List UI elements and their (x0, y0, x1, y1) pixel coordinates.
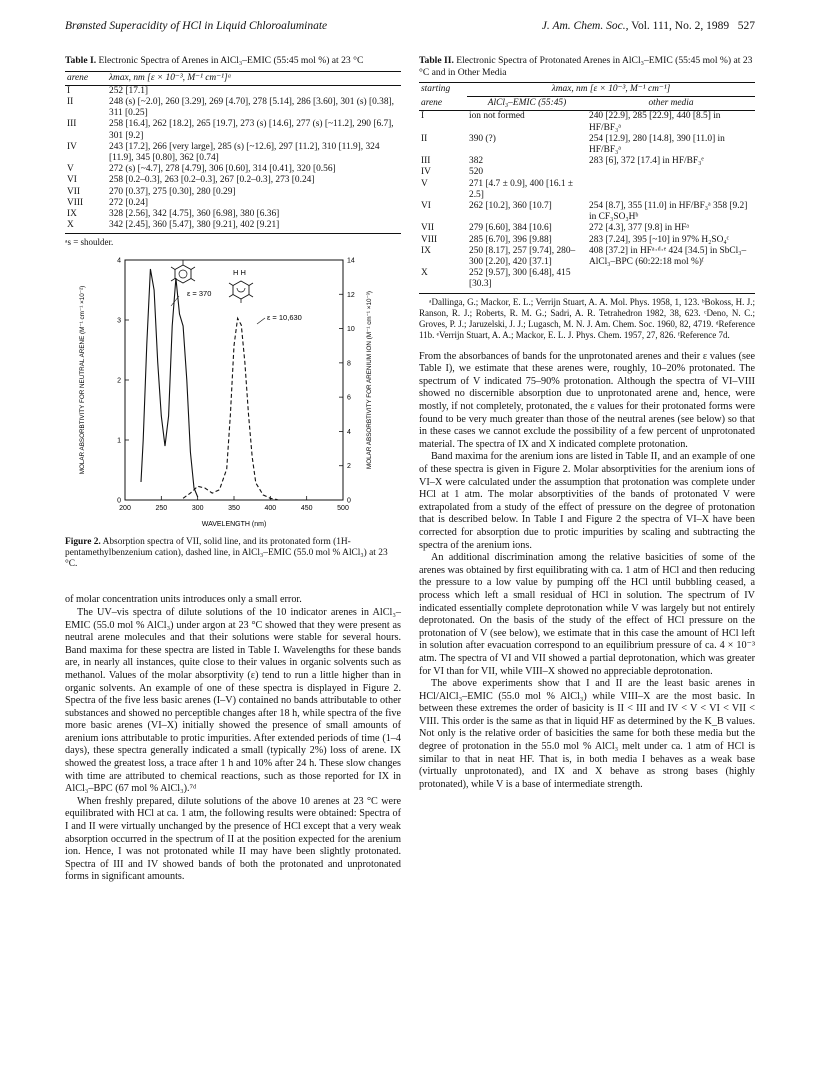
table2-row (419, 134, 755, 156)
table2-cell-arene: III (421, 156, 431, 167)
table2-cell-emic: 262 [10.2], 360 [10.7] (469, 201, 552, 212)
table1 (65, 71, 401, 235)
table2-cell-emic: 285 [6.70], 396 [9.88] (469, 234, 552, 245)
table2-label: Table II. (419, 55, 454, 66)
y-right-tick-label: 12 (347, 292, 355, 300)
plot-frame (125, 260, 343, 500)
table2-cell-arene: VIII (421, 234, 438, 245)
table2-cell-arene: X (419, 268, 467, 293)
table2-col-lambda: λmax, nm [ε × 10⁻³, M⁻¹ cm⁻¹] (467, 83, 755, 97)
table1-cell-arene: VII (67, 186, 81, 197)
table1-cell-values: 258 [0.2–0.3], 263 [0.2–0.3], 267 [0.2–0.3], 273 [0.24] (109, 175, 315, 186)
table2-caption (419, 55, 755, 78)
series-group (141, 269, 278, 500)
table1-cell-values: 342 [2.45], 360 [5.47], 380 [9.21], 402 [9.21] (107, 220, 401, 234)
right-paragraph-3: An additional discrimination among the relative basicities of some of the arenes was obtained by first equilibrating with ca. 1 atm of HCl and then reducing the pressure to a low value by pumping off the HCl until bubbling ceased, a process which left a small residual of HCl in solution. The spectrum of IV indicated essentially complete deprotonation while V was largely but not entirely deprotonated. On the basis of the study of the effect of HCl pressure on the protonation of V (see below), we estimate that in this case the amount of HCl left in solution after evacuation correspond to an equilibrium pressure of ca. 4 × 10⁻³ atm. The spectra of VI and VII showed a partial deprotonation, which was greater for VI than for VII, while VIII–X showed no appreciable deprotonation. (419, 552, 755, 677)
table2-cell-emic: 271 [4.7 ± 0.9], 400 [16.1 ± 2.5] (469, 178, 574, 200)
y-right-tick-label: 2 (347, 463, 351, 471)
figure2-caption-text: Absorption spectra of VII, solid line, and its protonated form (1H-pentamethylbenzenium cation), dashed line, in AlCl₃–EMIC (55.0 mol % AlCl₃) at 23 °C. (65, 536, 388, 570)
table2-cell-other: 272 [4.3], 377 [9.8] in HFᵃ (589, 223, 689, 234)
y-right-tick-label: 0 (347, 497, 351, 505)
page-number: 527 (737, 20, 755, 32)
table1-row (65, 209, 401, 220)
molecule-icon-neutral (171, 260, 195, 283)
y-right-axis-label: MOLAR ABSORBTIVITY FOR ARENIUM ION (M⁻¹ cm⁻¹ ×10⁻³) (366, 291, 373, 470)
table1-row (65, 175, 401, 186)
table1-cell-values: 248 (s) [~2.0], 260 [3.29], 269 [4.70], 278 [5.14], 286 [3.60], 301 (s) [0.38], 311 [0.25] (109, 96, 394, 119)
table2-cell-other (587, 167, 755, 178)
table2-row (419, 235, 755, 246)
x-axis-label: WAVELENGTH (nm) (201, 521, 267, 529)
table1-cell-values: 258 [16.4], 262 [18.2], 265 [19.7], 273 (s) [14.6], 277 (s) [~11.2], 290 [6.7], 301 [9.2] (109, 119, 394, 141)
table2-cell-emic: 279 [6.60], 384 [10.6] (469, 223, 552, 234)
table2-cell-arene: IV (421, 167, 431, 178)
journal-name: J. Am. Chem. Soc., (541, 20, 629, 32)
left-body-text (65, 594, 401, 884)
y-right-tick-label: 10 (347, 326, 355, 334)
table2-row (419, 156, 755, 167)
x-tick-label: 400 (264, 505, 277, 513)
table1-cell-arene: II (67, 96, 74, 107)
y-left-tick-label: 0 (117, 497, 121, 505)
table2-cell-other: 283 [6], 372 [17.4] in HF/BF₃ᵉ (589, 156, 704, 167)
table2-cell-arene: II (421, 133, 428, 144)
table2-col-emic: AlCl₃–EMIC (55:45) (467, 97, 587, 111)
table2-row (419, 246, 755, 268)
table2-cell-arene: IX (421, 245, 431, 256)
right-paragraph-2: Band maxima for the arenium ions are listed in Table II, and an example of one of these spectra is given in Figure 2. Molar absorptivities for the arenium ions of VI–X were calculated under the assumption that protonation was complete under HCl at 1 atm. The molar absorptivities of the bands of protonated V were extrapolated from a study of the effect of pressure on the degree of protonation that is described below. In Table I and Figure 2 the spectra of VI–X have been corrected for absorption due to protic impurities by scaling and subtracting the spectra of the arenium ions. (419, 451, 755, 551)
table2-cell-arene: VI (421, 201, 431, 212)
table2-cell-emic: 252 [9.57], 300 [6.48], 415 [30.3] (467, 268, 587, 293)
table2-body (419, 111, 755, 293)
table1-cell-arene: I (67, 85, 71, 96)
table2-caption-text: Electronic Spectra of Protonated Arenes in AlCl₃–EMIC (55:45 mol %) at 23 °C and in Other Media (419, 55, 753, 78)
table1-row (65, 85, 401, 97)
table1-row (65, 220, 401, 234)
table2-row (419, 111, 755, 134)
y-right-tick-label: 6 (347, 394, 351, 402)
table1-row (65, 142, 401, 164)
y-left-ticks (117, 258, 129, 505)
volume-info: Vol. 111, No. 2, 1989 (631, 20, 730, 32)
series-line-arenium (183, 319, 278, 500)
table1-col-lambda: λmax, nm [ε × 10⁻³, M⁻¹ cm⁻¹]ᵃ (107, 71, 401, 85)
y-left-tick-label: 2 (117, 377, 121, 385)
table1-footnote: ᵃs = shoulder. (65, 237, 114, 248)
table1-row (65, 119, 401, 141)
table1-label: Table I. (65, 55, 97, 66)
table2-row (419, 167, 755, 178)
y-left-tick-label: 4 (117, 257, 121, 265)
table1-cell-arene: VI (67, 175, 77, 186)
y-left-axis-label: MOLAR ABSORBTIVITY FOR NEUTRAL ARENE (M⁻¹ cm⁻¹ ×10⁻²) (79, 286, 86, 475)
table2-cell-emic: 390 (?) (469, 133, 496, 144)
table2-cell-other: 283 [7.24], 395 [~10] in 97% H₂SO₄ᶜ (589, 234, 730, 245)
running-title: Brønsted Superacidity of HCl in Liquid Chloroaluminate (65, 20, 328, 32)
right-paragraph-1: From the absorbances of bands for the unprotonated arenes and their ε values (see Table I), we estimate that these arenes were, roughly, 10–20% protonated. The spectrum of V indicated 75–90% protonation. Although the spectra of VI–VIII showed no discernible absorption due to unprotonated arene and, hence, were mostly, if not completely, protonated, the ε values for their protonated forms were found to be very much greater than those of the neutral arenes (see below) so that in these cases we cannot exclude the possibility of a few percent of unprotonated material. The spectra of IX and X indicated complete protonation. (419, 350, 755, 450)
x-tick-label: 250 (155, 505, 168, 513)
table1-cell-arene: X (65, 220, 107, 234)
x-tick-label: 200 (119, 505, 131, 513)
table1-caption-text: Electronic Spectra of Arenes in AlCl₃–EMIC (55:45 mol %) at 23 °C (98, 55, 364, 66)
table2-col-starting: starting (419, 83, 467, 97)
figure2 (65, 254, 401, 584)
x-tick-label: 300 (191, 505, 204, 513)
table1-caption (65, 55, 401, 67)
table2-cell-emic: ion not formed (469, 111, 525, 122)
table1-cell-values: 272 [0.24] (109, 197, 149, 208)
x-tick-label: 500 (337, 505, 349, 513)
running-header (65, 20, 755, 38)
table1-cell-arene: IX (67, 208, 77, 219)
x-axis-ticks (119, 496, 349, 512)
table2-col-other: other media (587, 97, 755, 111)
table2-cell-arene: I (421, 111, 425, 122)
table1-row (65, 187, 401, 198)
table1-cell-arene: VIII (67, 197, 84, 208)
figure2-chart (65, 254, 401, 530)
table2-cell-other: 254 [12.9], 280 [14.8], 390 [11.0] in HF/BF₃ᵃ (589, 133, 725, 156)
x-tick-label: 350 (228, 505, 240, 513)
table1-cell-arene: IV (67, 141, 77, 152)
table2-col-arene: arene (419, 97, 467, 111)
left-column (65, 55, 401, 884)
left-paragraph-1: of molar concentration units introduces only a small error. (65, 594, 302, 606)
y-right-tick-label: 4 (347, 429, 351, 437)
molecule-icon-protonated (229, 281, 253, 303)
table1-cell-arene: V (67, 164, 74, 175)
left-paragraph-2: The UV–vis spectra of dilute solutions of the 10 indicator arenes in AlCl₃–EMIC (55.0 mol % AlCl₃) under argon at 23 °C showed that they were present as neutral arene molecules and that their solutions were stable for several hours. Band maxima for these spectra are listed in Table I. Wavelengths for these bands are, in nearly all instances, quite close to their values in organic solvents such as methanol. Values of the molar absorptivity (ε) tend to run a little higher than in organic solvents. An example of one of these spectra is displayed in Figure 2. Spectra of the five less basic arenes (I–V) contained no bands attributable to other substances and showed no perceptible changes after 18 h, while spectra of the five more basic arenes (VI–X) initially showed the presence of small amounts of arenium ions attributable to protic impurities. After extended periods of time (1–4 days), these spectra generally indicated a small (typically 2%) loss of arene. IX showed the greatest loss, a trace after 1 h and 10% after 24 h. These slow changes with time are attributed to chemical reactions, such as those reported for IX in AlCl₃–BPC (67 mol % AlCl₃).⁷ᵈ (65, 606, 401, 795)
table1-row (65, 97, 401, 119)
table1-cell-arene: III (67, 119, 77, 130)
right-column (419, 55, 755, 791)
annot-eps-arenium: ε = 10,630 (267, 313, 302, 323)
y-right-tick-label: 14 (347, 257, 355, 265)
table2-cell-arene: V (421, 178, 428, 189)
annot-hh: H H (233, 268, 246, 278)
table2-cell-emic: 382 (469, 156, 484, 167)
figure2-label: Figure 2. (65, 536, 101, 547)
table2-row (419, 223, 755, 234)
table2-cell-other: 408 [37.2] in HFᵃ·ᵈ·ᵉ 424 [34.5] in SbCl₃–AlCl₃–BPC (60:22:18 mol %)ᶠ (589, 245, 747, 268)
table2-cell-other: 240 [22.9], 285 [22.9], 440 [8.5] in HF/BF₃ᵃ (589, 111, 721, 133)
table2-cell-other (587, 179, 755, 201)
table1-cell-values: 272 (s) [~4.7], 278 [4.79], 306 [0.60], 314 [0.41], 320 [0.56] (109, 164, 336, 175)
table1-cell-values: 270 [0.37], 275 [0.30], 280 [0.29] (109, 186, 236, 197)
table2-cell-other: 254 [8.7], 355 [11.0] in HF/BF₃ᵃ 358 [9.2] in CF₃SO₃Hᵇ (589, 201, 748, 223)
table2-cell-emic: 250 [8.17], 257 [9.74], 280–300 [2.20], 420 [37.1] (469, 245, 576, 268)
table1-cell-values: 252 [17.1] (109, 85, 149, 96)
y-left-tick-label: 3 (117, 317, 121, 325)
table1-body (65, 85, 401, 234)
y-right-ticks (339, 258, 355, 505)
table2 (419, 82, 755, 294)
right-body-text (419, 351, 755, 792)
table2-row (419, 201, 755, 223)
y-right-tick-label: 8 (347, 360, 351, 368)
right-paragraph-4: The above experiments show that I and II are the least basic arenes in HCl/AlCl₃–EMIC (55.0 mol % AlCl₃) while VIII–X are the most basic. In between these extremes the order of basicity is II < III and IV < V < VI < VII < VIII. This order is the same as that in liquid HF as determined by the K_B values. Not only is the relative order of basicities the same for both these media but the degree of protonation in the 55.0 mol % AlCl₃ melt under ca. 1 atm of HCl is similar to that in neat HF. That is, in both media I behaves as a weak base (virtually unprotonated), and IX and X behave as strong bases (highly protonated), while V is a base of intermediate strength. (419, 678, 755, 790)
table1-row (65, 198, 401, 209)
table1-cell-values: 243 [17.2], 266 [very large], 285 (s) [~12.6], 297 [11.2], 310 [11.9], 324 [11.9], 345 [0.80], 362 [0.74] (109, 141, 380, 163)
table2-row (419, 179, 755, 201)
table1-cell-values: 328 [2.56], 342 [4.75], 360 [6.98], 380 [6.36] (109, 208, 280, 219)
journal-citation (542, 20, 755, 32)
table2-cell-emic: 520 (469, 167, 484, 178)
annot-eps-neutral: ε = 370 (187, 289, 212, 299)
figure2-caption (65, 537, 401, 571)
table2-cell-arene: VII (421, 223, 435, 234)
table2-footnotes: ᵃDallinga, G.; Mackor, E. L.; Verrijn Stuart, A. A. Mol. Phys. 1958, 1, 123. ᵇBokoss, H. J.; Ranson, R. J.; Roberts, R. M. G.; Sadri, A. R. Tetrahedron 1982, 38, 623. ᶜDeno, N. C.; Groves, P. J.; Jaruzelski, J. J.; Lugasch, M. N. J. Am. Chem. Soc. 1960, 82, 4719. ᵈReference 11b. ᵉVerrijn Stuart, A. A.; Mackor, E. L. J. Phys. Chem. 1957, 27, 826. ᶠReference 7d. (419, 296, 755, 340)
x-tick-label: 450 (300, 505, 313, 513)
table2-row (419, 268, 755, 293)
table1-row (65, 164, 401, 175)
y-left-tick-label: 1 (117, 437, 121, 445)
table1-col-arene: arene (65, 71, 107, 85)
series-line-neutral (141, 269, 198, 497)
left-paragraph-3: When freshly prepared, dilute solutions of the above 10 arenes at 23 °C were equilibrated with HCl at ca. 1 atm, the following results were obtained: Spectra of I and II were virtually unchanged by the presence of HCl except that a very weak absorption occurred in the spectrum of II at the position expected for the arenium ion. Hence, I was not protonated while II may have been slightly protonated. Spectra of III and IV showed bands of both the protonated and unprotonated forms in significant amounts. (65, 795, 401, 883)
table2-cell-other (587, 268, 755, 293)
